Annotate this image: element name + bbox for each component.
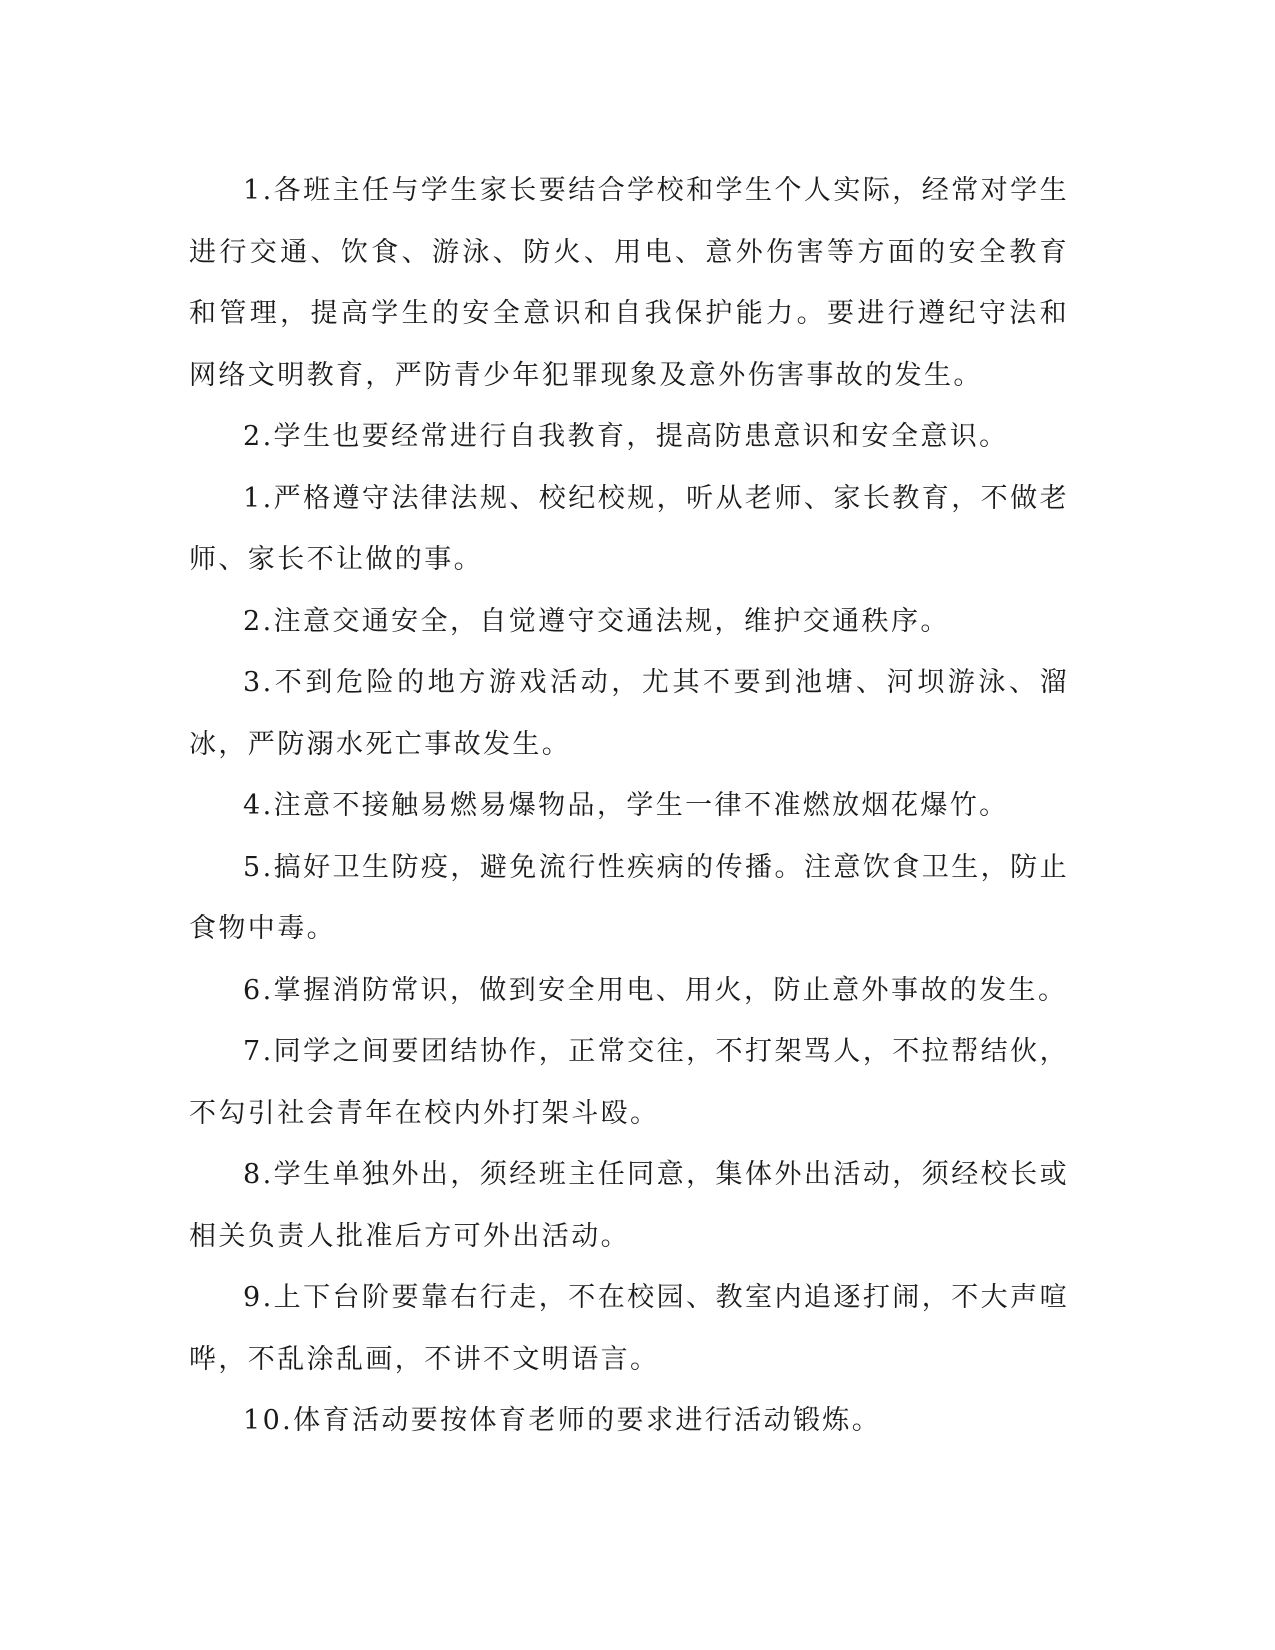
paragraph-8: 6.掌握消防常识，做到安全用电、用火，防止意外事故的发生。 <box>243 974 1068 1006</box>
paragraph-9: 7.同学之间要团结协作，正常交往，不打架骂人，不拉帮结伙，不勾引社会青年在校内外打架斗殴。 <box>189 1036 1069 1129</box>
paragraph-12: 10.体育活动要按体育老师的要求进行活动锻炼。 <box>243 1405 882 1436</box>
paragraph-5: 3.不到危险的地方游戏活动，尤其不要到池塘、河坝游泳、溜冰，严防溺水死亡事故发生。 <box>189 667 1069 760</box>
paragraph-7: 5.搞好卫生防疫，避免流行性疾病的传播。注意饮食卫生，防止食物中毒。 <box>189 851 1069 944</box>
paragraph-2: 2.学生也要经常进行自我教育，提高防患意识和安全意识。 <box>243 421 1009 452</box>
document-body <box>189 160 1069 1452</box>
paragraph-1: 1.各班主任与学生家长要结合学校和学生个人实际，经常对学生进行交通、饮食、游泳、防火、用电、意外伤害等方面的安全教育和管理，提高学生的安全意识和自我保护能力。要进行遵纪守法和网络文明教育，严防青少年犯罪现象及意外伤害事故的发生。 <box>189 175 1069 391</box>
paragraph-11: 9.上下台阶要靠右行走，不在校园、教室内追逐打闹，不大声喧哗，不乱涂乱画，不讲不文明语言。 <box>189 1282 1069 1375</box>
paragraph-10: 8.学生单独外出，须经班主任同意，集体外出活动，须经校长或相关负责人批准后方可外出活动。 <box>189 1159 1069 1252</box>
paragraph-6: 4.注意不接触易燃易爆物品，学生一律不准燃放烟花爆竹。 <box>243 790 1009 821</box>
paragraph-3: 1.严格遵守法律法规、校纪校规，听从老师、家长教育，不做老师、家长不让做的事。 <box>189 482 1069 575</box>
paragraph-4: 2.注意交通安全，自觉遵守交通法规，维护交通秩序。 <box>243 605 950 637</box>
